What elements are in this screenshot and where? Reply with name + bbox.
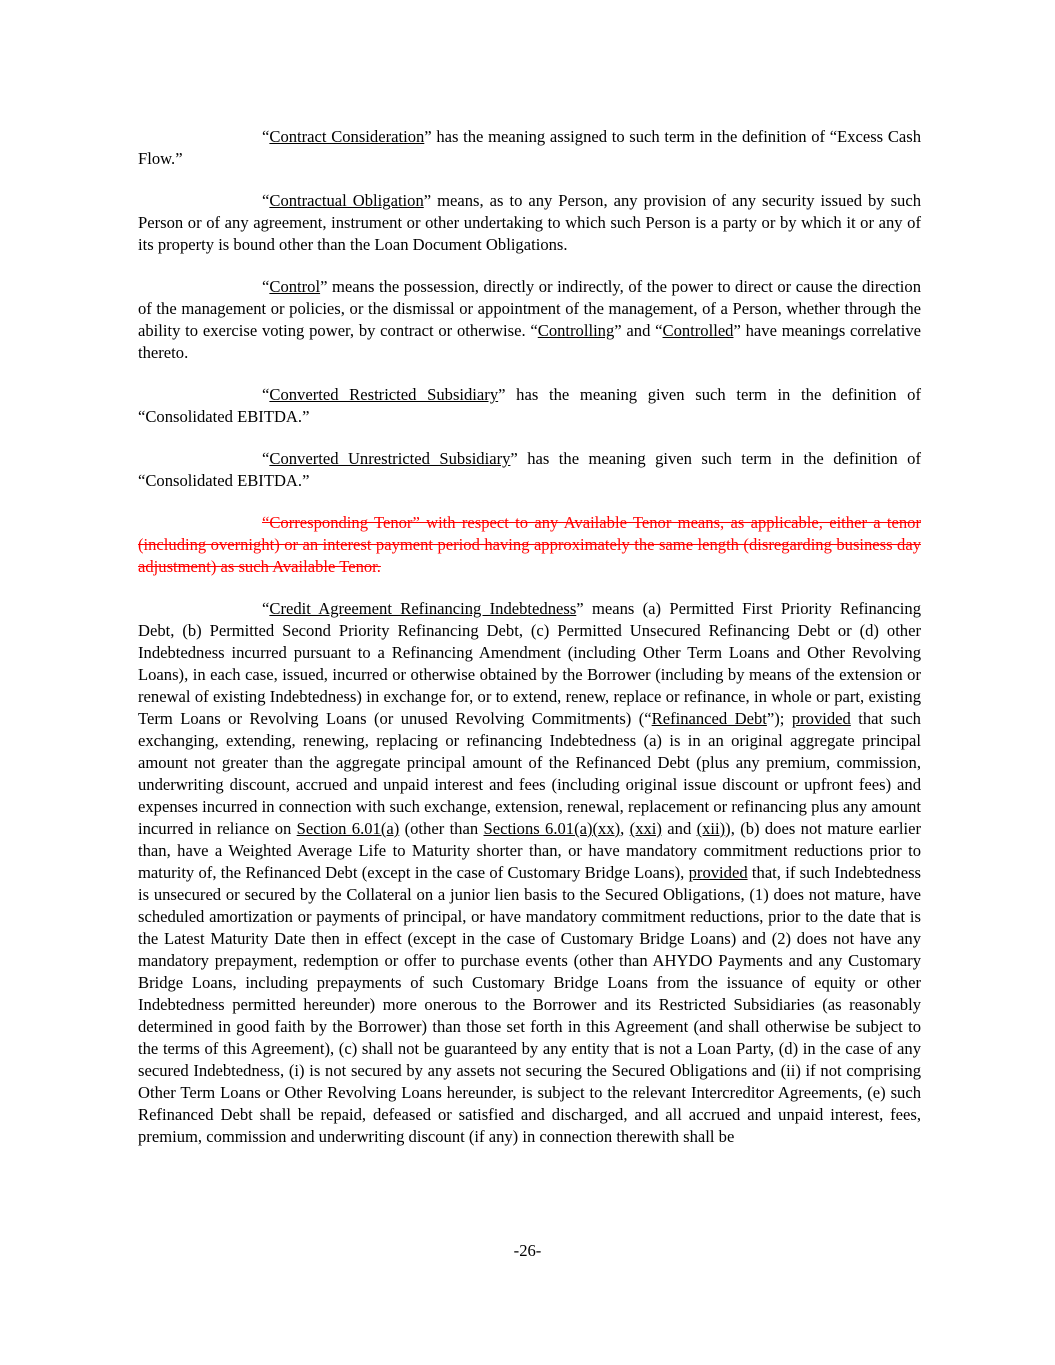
paragraph-text: ”);: [766, 709, 792, 728]
paragraph-text: ,: [620, 819, 630, 838]
defined-term: provided: [791, 709, 851, 728]
paragraph-text: “: [262, 599, 270, 618]
paragraph-text: ” means the possession, directly or indirectly, of the power to direct or cause the direction of the management or policies, or the dismissal or appointment of the management, of a Person, whether through the ability to exercise voting power, by contract or otherwise. “: [138, 277, 921, 340]
paragraph-text: “Corresponding Tenor” with respect to any Available Tenor means, as applicable, either a tenor (including overnight) or an interest payment period having approximately the same length (disregarding business day adjustment) as such Available Tenor.: [138, 513, 921, 576]
defined-term: Converted Unrestricted Subsidiary: [269, 449, 511, 468]
paragraph-text: “: [262, 385, 270, 404]
defined-term: (xii): [696, 819, 726, 838]
paragraph-text: “: [262, 127, 270, 146]
defined-term: Converted Restricted Subsidiary: [269, 385, 499, 404]
paragraph-text: ” has the meaning given such term in the definition of “Consolidated EBITDA.”: [138, 449, 922, 490]
page-number: -26-: [513, 1241, 542, 1260]
paragraph-text: ” have meanings correlative thereto.: [138, 321, 921, 362]
paragraph-text: ” has the meaning assigned to such term in the definition of “Excess Cash Flow.”: [138, 127, 922, 168]
paragraph-text: ” and “: [614, 321, 663, 340]
paragraph-text: ” means (a) Permitted First Priority Refinancing Debt, (b) Permitted Second Priority Refinancing Debt, (c) Permitted Unsecured Refinancing Debt or (d) other Indebtedness incurred pursuant to a Refinancing Amendment (including Other Term Loans and Other Revolving Loans), in each case, issued, incurred or otherwise obtained by the Borrower (including by means of the extension or renewal of existing Indebtedness) in exchange for, or to extend, renew, replace or refinance, in whole or part, existing Term Loans or Revolving Loans (or unused Revolving Commitments) (“: [138, 599, 921, 728]
paragraph-text: that such exchanging, extending, renewing, replacing or refinancing Indebtedness (a) is in an original aggregate principal amount not greater than the aggregate principal amount of the Refinanced Debt (plus any premium, commission, underwriting discount, accrued and unpaid interest and fees (including original issue discount or upfront fees) and expenses incurred in connection with such exchange, extension, renewal, replacement or refinancing plus any amount incurred in reliance on: [138, 709, 921, 838]
paragraph-text: “: [262, 277, 270, 296]
paragraph-text: ” has the meaning given such term in the definition of “Consolidated EBITDA.”: [138, 385, 922, 426]
definition-paragraph: [138, 126, 921, 170]
defined-term: provided: [688, 863, 748, 882]
defined-term: Contractual Obligation: [269, 191, 424, 210]
paragraph-text: “: [262, 191, 270, 210]
paragraph-text: and: [661, 819, 697, 838]
paragraph-text: (other than: [399, 819, 484, 838]
paragraph-text: ), (b) does not mature earlier than, have a Weighted Average Life to Maturity shorter than, or have mandatory commitment reductions prior to maturity of, the Refinanced Debt (except in the case of Customary Bridge Loans),: [138, 819, 921, 882]
definition-paragraph: [138, 190, 921, 256]
definition-paragraph: [138, 448, 921, 492]
paragraph-text: that, if such Indebtedness is unsecured or secured by the Collateral on a junior lien basis to the Secured Obligations, (1) does not mature, have scheduled amortization or payments of principal, or have mandatory commitment reductions, prior to the date that is the Latest Maturity Date then in effect (except in the case of Customary Bridge Loans) and (2) does not have any mandatory prepayment, redemption or offer to purchase events (other than AHYDO Payments and any Customary Bridge Loans, including prepayments of such Customary Bridge Loans from the issuance of equity or other Indebtedness permitted hereunder) more onerous to the Borrower and its Restricted Subsidiaries (as reasonably determined in good faith by the Borrower) than those set forth in this Agreement (and shall otherwise be subject to the terms of this Agreement), (c) shall not be guaranteed by any entity that is not a Loan Party, (d) in the case of any secured Indebtedness, (i) is not secured by any assets not securing the Secured Obligations and (ii) if not comprising Other Term Loans or Other Revolving Loans hereunder, is subject to the relevant Intercreditor Agreements, (e) such Refinanced Debt shall be repaid, defeased or satisfied and discharged, and all accrued and unpaid interest, fees, premium, commission and underwriting discount (if any) in connection therewith shall be: [138, 863, 921, 1146]
definition-paragraph: [138, 276, 921, 364]
definition-paragraph: [138, 598, 921, 1148]
defined-term: Section 6.01(a): [296, 819, 400, 838]
paragraph-text: “: [262, 449, 270, 468]
defined-term: Sections 6.01(a)(xx): [483, 819, 621, 838]
document-page: [138, 126, 921, 1168]
paragraph-text: ” means, as to any Person, any provision of any security issued by such Person or of any agreement, instrument or other undertaking to which such Person is a party or by which it or any of its property is bound other than the Loan Document Obligations.: [138, 191, 921, 254]
definition-paragraph: [138, 384, 921, 428]
defined-term: Controlled: [662, 321, 734, 340]
defined-term: Refinanced Debt: [651, 709, 767, 728]
defined-term: Control: [269, 277, 321, 296]
defined-term: Credit Agreement Refinancing Indebtedness: [269, 599, 577, 618]
defined-term: Contract Consideration: [269, 127, 425, 146]
defined-term: Controlling: [537, 321, 615, 340]
deleted-definition-paragraph: [138, 512, 921, 578]
defined-term: (xxi): [629, 819, 662, 838]
